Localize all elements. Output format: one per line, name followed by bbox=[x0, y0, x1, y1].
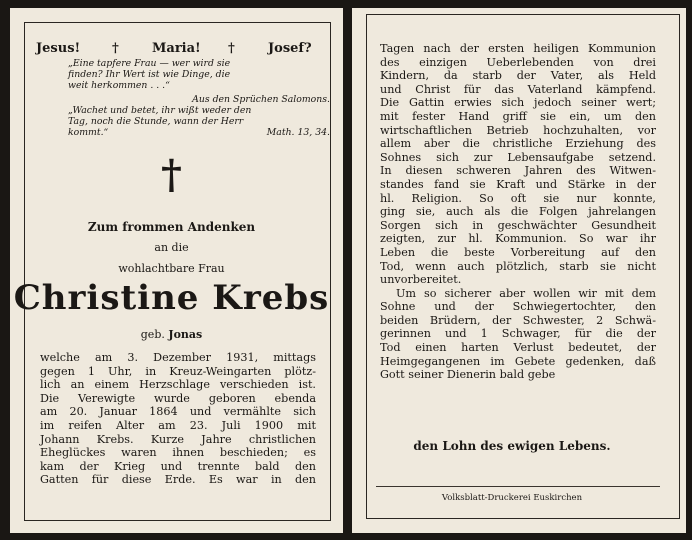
quote-source: Aus den Sprüchen Salomons. bbox=[192, 94, 330, 105]
footer-divider bbox=[376, 486, 660, 487]
invocation-cross-icon: † bbox=[228, 41, 235, 56]
left-card bbox=[10, 8, 343, 533]
quote-line: Tag, noch die Stunde, wann der Herr bbox=[68, 116, 244, 128]
body-line: Eheglückes waren ihnen beschieden; es bbox=[40, 446, 316, 460]
body-line: Tod einen harten Verlust bedeutet, der bbox=[380, 341, 656, 355]
birth-prefix: geb. bbox=[140, 328, 165, 341]
cross-icon: † bbox=[161, 151, 182, 198]
quote-line: „Wachet und betet, ihr wißt weder den bbox=[68, 105, 252, 116]
body-line: beiden Brüdern, der Schwester, 2 Schwä- bbox=[380, 313, 656, 327]
closing-line: den Lohn des ewigen Lebens. bbox=[413, 439, 611, 453]
quote-source: Math. 13, 34. bbox=[266, 127, 330, 138]
body-line: Sorgen sich in geschwächter Gesundheit bbox=[380, 218, 656, 232]
body-line: zeigten, zur hl. Kommunion. So war ihr bbox=[380, 232, 656, 246]
body-line: hl. Religion. So oft sie nur konnte, bbox=[380, 191, 656, 205]
body-line: Johann Krebs. Kurze Jahre christlichen bbox=[40, 432, 316, 446]
body-line: Tod, wenn auch plötzlich, starb sie nicht bbox=[380, 259, 656, 273]
body-line: allem aber die christliche Erziehung des bbox=[380, 137, 656, 151]
right-card bbox=[352, 8, 686, 533]
body-line: gerinnen und 1 Schwager, für die der bbox=[380, 327, 656, 341]
body-line: welche am 3. Dezember 1931, mittags bbox=[40, 351, 316, 364]
body-line: Die Verewigte wurde geboren ebenda bbox=[40, 391, 316, 405]
body-line: Kindern, da starb der Vater, als Held bbox=[380, 69, 656, 83]
body-line: Sohne und der Schwiegertochter, den bbox=[380, 300, 656, 314]
body-line: Um so sicherer aber wollen wir mit dem bbox=[396, 286, 656, 300]
body-line: am 20. Januar 1864 und vermählte sich bbox=[40, 405, 316, 419]
body-line: Sohnes sich zur Lebensaufgabe setzend. bbox=[380, 150, 656, 164]
memorial-honorific: wohlachtbare Frau bbox=[118, 262, 225, 275]
invocation-maria: Maria! bbox=[152, 41, 201, 56]
birth-surname: Jonas bbox=[168, 328, 203, 341]
quote-line: weit herkommen . . .“ bbox=[68, 80, 170, 92]
body-line: Tagen nach der ersten heiligen Kommunion bbox=[380, 42, 656, 55]
body-line: ging sie, auch als die Folgen jahrelangen bbox=[380, 205, 656, 219]
body-line: des einzigen Ueberlebenden von drei bbox=[380, 55, 656, 69]
body-line: im reifen Alter am 23. Juli 1900 mit bbox=[40, 418, 316, 432]
memorial-to: an die bbox=[154, 241, 189, 254]
birth-name bbox=[10, 328, 333, 341]
quote-proverbs bbox=[68, 58, 230, 91]
invocation-cross-icon: † bbox=[112, 41, 119, 56]
invocation-josef: Josef? bbox=[268, 41, 312, 56]
body-line: mit fester Hand griff sie ein, um den bbox=[380, 109, 656, 123]
memorial-heading: Zum frommen Andenken bbox=[87, 220, 256, 234]
body-line: gegen 1 Uhr, in Kreuz-Weingarten plötz- bbox=[40, 364, 316, 378]
quote-line: kommt.“ bbox=[68, 127, 109, 139]
left-body-text bbox=[40, 351, 316, 487]
quote-line: finden? Ihr Wert ist wie Dinge, die bbox=[68, 69, 231, 81]
right-body-text bbox=[380, 42, 656, 382]
body-line: In diesen schweren Jahren des Witwen- bbox=[380, 164, 656, 178]
invocation-jesus: Jesus! bbox=[36, 41, 81, 56]
body-line: Leben die beste Vorbereitung auf den bbox=[380, 245, 656, 259]
printer-imprint: Volksblatt-Druckerei Euskirchen bbox=[441, 493, 583, 503]
body-line: Gott seiner Dienerin bald gebe bbox=[380, 368, 556, 382]
body-line: kam der Krieg und trennte bald den bbox=[40, 459, 316, 473]
body-line: und Christ für das Vaterland kämpfend. bbox=[380, 82, 656, 96]
body-line: unvorbereitet. bbox=[380, 273, 462, 287]
body-line: Gatten für diese Erde. Es war in den bbox=[40, 473, 316, 487]
deceased-name: Christine Krebs bbox=[13, 278, 330, 318]
body-line: wirtschaftlichen Betrieb hochzuhalten, vor bbox=[380, 123, 656, 137]
quote-line: „Eine tapfere Frau — wer wird sie bbox=[68, 58, 231, 69]
body-line: lich an einem Herzschlage verschieden ist. bbox=[40, 378, 316, 392]
body-line: Die Gattin erwies sich jedoch seiner wert; bbox=[380, 96, 656, 110]
body-line: standes fand sie Kraft und Stärke in der bbox=[380, 177, 656, 191]
body-line: Heimgegangenen im Gebete gedenken, daß bbox=[380, 354, 656, 368]
